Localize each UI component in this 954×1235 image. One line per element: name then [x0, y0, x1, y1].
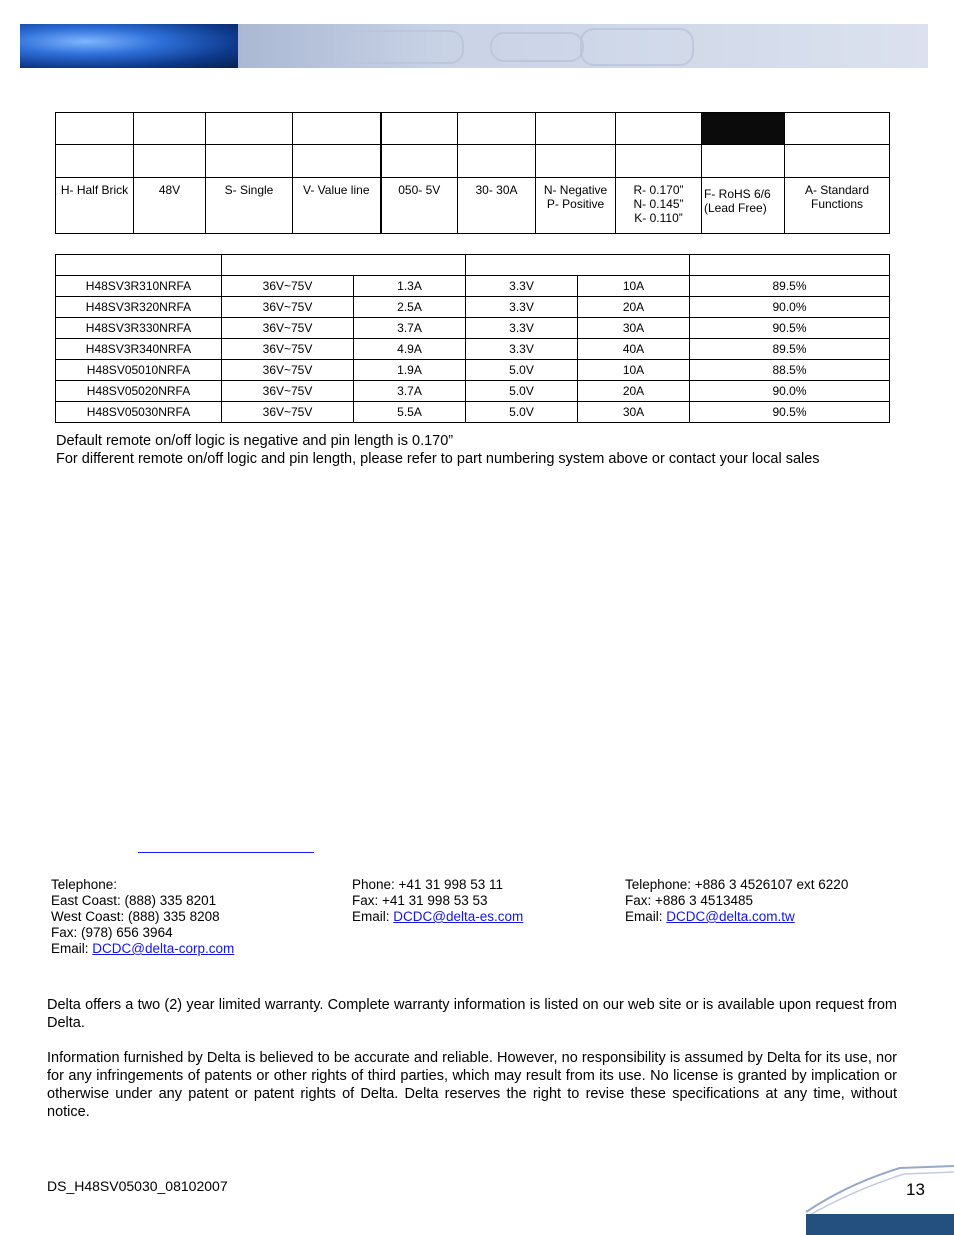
efficiency-cell: 90.5%: [690, 318, 890, 339]
efficiency-cell: 89.5%: [690, 276, 890, 297]
pn-cell: [785, 113, 890, 145]
efficiency-cell: 90.0%: [690, 297, 890, 318]
input-range-cell: 36V~75V: [222, 297, 354, 318]
input-current-cell: 1.9A: [354, 360, 466, 381]
pn-cell: [56, 145, 134, 178]
pn-output-voltage: 050- 5V: [381, 178, 458, 234]
table-row: [56, 402, 890, 423]
output-voltage-cell: 3.3V: [466, 276, 578, 297]
banner-decoration: [490, 32, 584, 62]
header-cell: [56, 255, 222, 276]
pn-product-series: V- Value line: [293, 178, 381, 234]
pn-cell: [206, 113, 293, 145]
output-voltage-cell: 3.3V: [466, 297, 578, 318]
usa-fax: Fax: (978) 656 3964: [51, 925, 173, 940]
model-list-table: [55, 254, 890, 423]
model-number-cell: H48SV3R330NRFA: [56, 318, 222, 339]
usa-telephone-label: Telephone:: [51, 877, 118, 892]
output-current-cell: 30A: [578, 402, 690, 423]
table-row: [56, 318, 890, 339]
output-voltage-cell: 5.0V: [466, 402, 578, 423]
asia-email-label: Email:: [625, 909, 667, 924]
europe-email-label: Email:: [352, 909, 394, 924]
part-numbering-table: [55, 112, 890, 234]
pn-cell: [458, 145, 536, 178]
output-voltage-cell: 5.0V: [466, 381, 578, 402]
output-voltage-cell: 3.3V: [466, 318, 578, 339]
output-current-cell: 20A: [578, 381, 690, 402]
contact-asia: [625, 877, 848, 925]
corner-band: [806, 1214, 954, 1235]
pn-outputs: S- Single: [206, 178, 293, 234]
pn-output-current: 30- 30A: [458, 178, 536, 234]
efficiency-cell: 90.5%: [690, 402, 890, 423]
website-link-underline[interactable]: [138, 852, 314, 853]
pn-cell: [56, 113, 134, 145]
pn-cell: [293, 145, 381, 178]
model-rows: [56, 276, 890, 423]
input-current-cell: 1.3A: [354, 276, 466, 297]
usa-west-coast: West Coast: (888) 335 8208: [51, 909, 220, 924]
usa-email-link[interactable]: DCDC@delta-corp.com: [92, 941, 235, 956]
europe-phone: Phone: +41 31 998 53 11: [352, 877, 504, 892]
model-number-cell: H48SV3R340NRFA: [56, 339, 222, 360]
table-row: [56, 360, 890, 381]
output-current-cell: 30A: [578, 318, 690, 339]
pn-on-off-logic: N- Negative P- Positive: [536, 178, 616, 234]
pn-cell: [381, 113, 458, 145]
output-current-cell: 10A: [578, 360, 690, 381]
banner-decoration: [340, 30, 464, 64]
input-range-cell: 36V~75V: [222, 402, 354, 423]
output-voltage-cell: 3.3V: [466, 339, 578, 360]
header-cell: [222, 255, 466, 276]
document-id: DS_H48SV05030_08102007: [47, 1178, 228, 1194]
pn-cell: [134, 113, 206, 145]
table-row: [56, 339, 890, 360]
pn-cell: [536, 145, 616, 178]
pn-pin-length: R- 0.170” N- 0.145” K- 0.110”: [616, 178, 702, 234]
usa-email-line: [51, 941, 234, 957]
header-banner: [20, 24, 928, 68]
header-cell: [466, 255, 690, 276]
output-current-cell: 40A: [578, 339, 690, 360]
asia-email-line: [625, 909, 848, 925]
disclaimer-paragraph: Information furnished by Delta is believed to be accurate and reliable. However, no responsibility is assumed by Delta for its use, nor for any infringements of patents or other rights of third parties, which may result from its use. No license is granted by implication or otherwise under any patent or patent rights of Delta. Delta reserves the right to revise these specifications at any time, without notice.: [47, 1050, 897, 1120]
contact-usa: [51, 877, 234, 957]
input-range-cell: 36V~75V: [222, 339, 354, 360]
model-number-cell: H48SV05010NRFA: [56, 360, 222, 381]
banner-decoration: [580, 28, 694, 66]
pn-cell: [293, 113, 381, 145]
pn-option-code: A- Standard Functions: [785, 178, 890, 234]
banner-graphic: [20, 24, 238, 68]
output-current-cell: 20A: [578, 297, 690, 318]
table-row: [56, 276, 890, 297]
usa-email-label: Email:: [51, 941, 93, 956]
warranty-paragraph: Delta offers a two (2) year limited warranty. Complete warranty information is listed on our web site or is available upon request from Delta.: [47, 997, 897, 1031]
output-current-cell: 10A: [578, 276, 690, 297]
input-current-cell: 3.7A: [354, 318, 466, 339]
model-number-cell: H48SV3R310NRFA: [56, 276, 222, 297]
model-number-cell: H48SV05020NRFA: [56, 381, 222, 402]
asia-telephone: Telephone: +886 3 4526107 ext 6220: [625, 877, 849, 892]
input-range-cell: 36V~75V: [222, 318, 354, 339]
part-numbering-values-row: [56, 178, 890, 234]
input-range-cell: 36V~75V: [222, 360, 354, 381]
page-number: 13: [906, 1180, 925, 1199]
pn-form-factor: H- Half Brick: [56, 178, 134, 234]
asia-email-link[interactable]: DCDC@delta.com.tw: [666, 909, 795, 924]
input-current-cell: 4.9A: [354, 339, 466, 360]
pn-cell: [536, 113, 616, 145]
contact-europe: [352, 877, 523, 925]
efficiency-cell: 89.5%: [690, 339, 890, 360]
model-number-cell: H48SV3R320NRFA: [56, 297, 222, 318]
input-current-cell: 5.5A: [354, 402, 466, 423]
europe-email-line: [352, 909, 523, 925]
europe-fax: Fax: +41 31 998 53 53: [352, 893, 488, 908]
pn-cell: [134, 145, 206, 178]
asia-fax: Fax: +886 3 4513485: [625, 893, 753, 908]
pn-cell: [702, 145, 785, 178]
efficiency-cell: 88.5%: [690, 360, 890, 381]
pn-cell: [458, 113, 536, 145]
part-numbering-row: [56, 145, 890, 178]
pn-rohs: F- RoHS 6/6 (Lead Free): [702, 178, 785, 234]
input-current-cell: 2.5A: [354, 297, 466, 318]
pn-cell: [616, 113, 702, 145]
input-range-cell: 36V~75V: [222, 276, 354, 297]
note-different-logic: For different remote on/off logic and pin length, please refer to part numbering system above or contact your local sales: [56, 451, 820, 467]
pn-cell-highlight: [702, 113, 785, 145]
pn-input-voltage: 48V: [134, 178, 206, 234]
usa-east-coast: East Coast: (888) 335 8201: [51, 893, 217, 908]
pn-cell: [381, 145, 458, 178]
table-row: [56, 297, 890, 318]
table-row: [56, 381, 890, 402]
input-current-cell: 3.7A: [354, 381, 466, 402]
header-cell: [690, 255, 890, 276]
model-number-cell: H48SV05030NRFA: [56, 402, 222, 423]
pn-cell: [616, 145, 702, 178]
output-voltage-cell: 5.0V: [466, 360, 578, 381]
pn-cell: [206, 145, 293, 178]
part-numbering-row: [56, 113, 890, 145]
note-default-logic: Default remote on/off logic is negative and pin length is 0.170”: [56, 433, 454, 449]
europe-email-link[interactable]: DCDC@delta-es.com: [393, 909, 524, 924]
model-table-header: [56, 255, 890, 276]
pn-cell: [785, 145, 890, 178]
input-range-cell: 36V~75V: [222, 381, 354, 402]
efficiency-cell: 90.0%: [690, 381, 890, 402]
